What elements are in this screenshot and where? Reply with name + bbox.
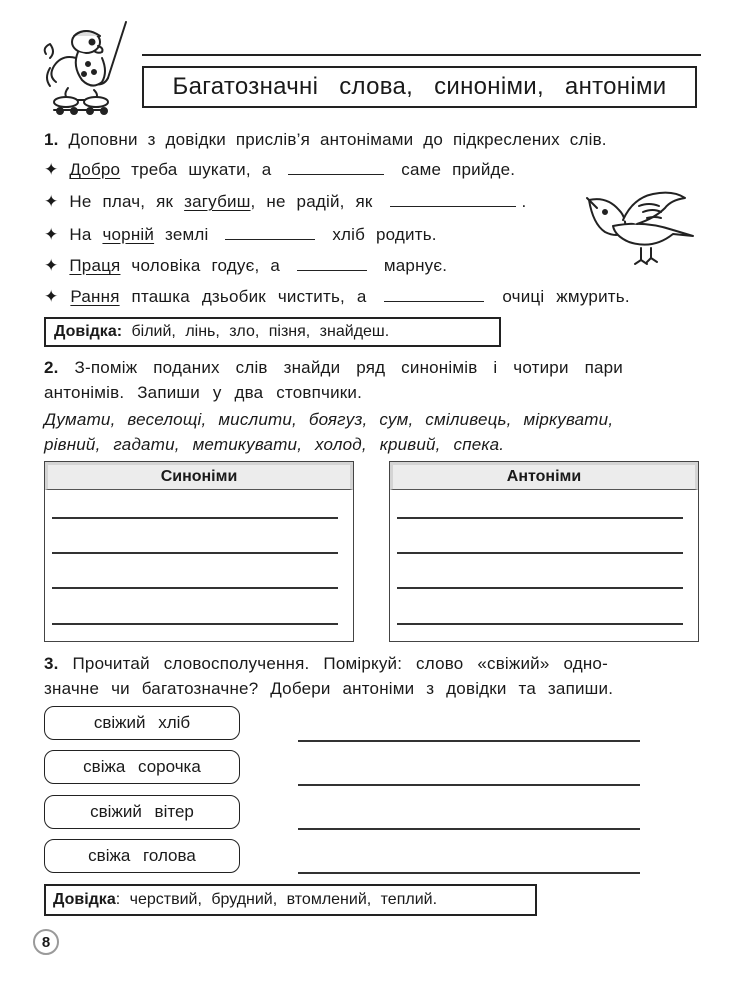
proverb-line-1: [44, 160, 515, 180]
underlined-word: Праця: [69, 256, 121, 275]
hockey-mascot-illustration: [38, 18, 138, 116]
proverb-text: Не плач, як: [69, 192, 185, 211]
proverb-text: .: [521, 192, 527, 211]
proverb-text: марнує.: [383, 256, 448, 275]
antonyms-write-line[interactable]: [397, 587, 683, 589]
phrase-box: свіжа сорочка: [44, 750, 240, 784]
page-number: 8: [33, 929, 59, 955]
star-bullet-icon: ✦: [44, 287, 59, 306]
proverb-text: , не радій, як: [250, 192, 373, 211]
task1-number: 1.: [44, 130, 59, 149]
reference-label: Довідка:: [54, 323, 123, 340]
reference-label: Довідка: [53, 891, 116, 908]
task1-reference-box: [44, 317, 501, 347]
answer-blank[interactable]: [297, 269, 367, 271]
antonyms-write-line[interactable]: [397, 623, 683, 625]
underlined-word: Рання: [70, 287, 120, 306]
task1-instruction: [44, 130, 607, 150]
proverb-text: саме прийде.: [401, 160, 516, 179]
star-bullet-icon: ✦: [44, 160, 59, 179]
page-title: Багатозначні слова, синоніми, антоніми: [142, 66, 697, 108]
task3-reference-box: [44, 884, 537, 916]
task2-word-list-1: Думати, веселощі, мислити, боягуз, сум, сміливець, міркувати,: [44, 410, 614, 429]
reference-words: : черствий, брудний, втомлений, теплий.: [115, 891, 438, 908]
task2-word-list-2: рівний, гадати, метикувати, холод, кривий, спека.: [44, 435, 505, 454]
star-bullet-icon: ✦: [44, 225, 59, 244]
synonyms-header: Синоніми: [45, 462, 353, 490]
underlined-word: Добро: [69, 160, 121, 179]
star-bullet-icon: ✦: [44, 192, 59, 211]
antonym-answer-line[interactable]: [298, 828, 640, 830]
task3-instruction-2: значне чи багатозначне? Добери антоніми з довідки та запиши.: [44, 679, 614, 698]
antonyms-write-line[interactable]: [397, 517, 683, 519]
phrase-box: свіжий вітер: [44, 795, 240, 829]
task2-instruction-2: антонімів. Запиши у два стовпчики.: [44, 383, 363, 402]
answer-blank[interactable]: [288, 173, 384, 175]
underlined-word: загубиш: [184, 192, 251, 211]
antonyms-write-line[interactable]: [397, 552, 683, 554]
antonym-answer-line[interactable]: [298, 784, 640, 786]
proverb-text: очиці жмурить.: [502, 287, 630, 306]
answer-blank[interactable]: [225, 238, 315, 240]
proverb-line-2: [44, 192, 526, 212]
phrase-box: свіжий хліб: [44, 706, 240, 740]
answer-blank[interactable]: [384, 300, 484, 302]
synonyms-write-line[interactable]: [52, 552, 338, 554]
task2-instruction-text: З-поміж поданих слів знайди ряд синонімів і чотири пари: [74, 358, 623, 377]
underlined-word: чорній: [102, 225, 155, 244]
title-rule: [142, 54, 701, 56]
proverb-line-3: [44, 225, 437, 245]
synonyms-write-line[interactable]: [52, 517, 338, 519]
synonyms-write-line[interactable]: [52, 623, 338, 625]
proverb-text: землі: [154, 225, 209, 244]
antonym-answer-line[interactable]: [298, 740, 640, 742]
phrase-box: свіжа голова: [44, 839, 240, 873]
proverb-text: треба шукати, а: [120, 160, 272, 179]
task3-instruction-text: Прочитай словосполучення. Поміркуй: слово «свіжий» одно-: [72, 654, 608, 673]
task2-number: 2.: [44, 358, 59, 377]
antonym-answer-line[interactable]: [298, 872, 640, 874]
answer-blank[interactable]: [390, 205, 516, 207]
proverb-text: чоловіка годує, а: [120, 256, 280, 275]
proverb-text: На: [69, 225, 103, 244]
bird-illustration: [583, 190, 698, 268]
task2-instruction-1: [44, 358, 623, 378]
task3-instruction-1: [44, 654, 608, 674]
task3-number: 3.: [44, 654, 59, 673]
star-bullet-icon: ✦: [44, 256, 59, 275]
reference-words: білий, лінь, зло, пізня, знайдеш.: [131, 323, 390, 340]
proverb-line-4: [44, 256, 447, 276]
synonyms-write-line[interactable]: [52, 587, 338, 589]
proverb-text: хліб родить.: [332, 225, 437, 244]
task1-instruction-text: Доповни з довідки прислів’я антонімами до підкреслених слів.: [68, 130, 607, 149]
antonyms-header: Антоніми: [390, 462, 698, 490]
proverb-line-5: [44, 287, 630, 307]
proverb-text: пташка дзьобик чистить, а: [119, 287, 367, 306]
